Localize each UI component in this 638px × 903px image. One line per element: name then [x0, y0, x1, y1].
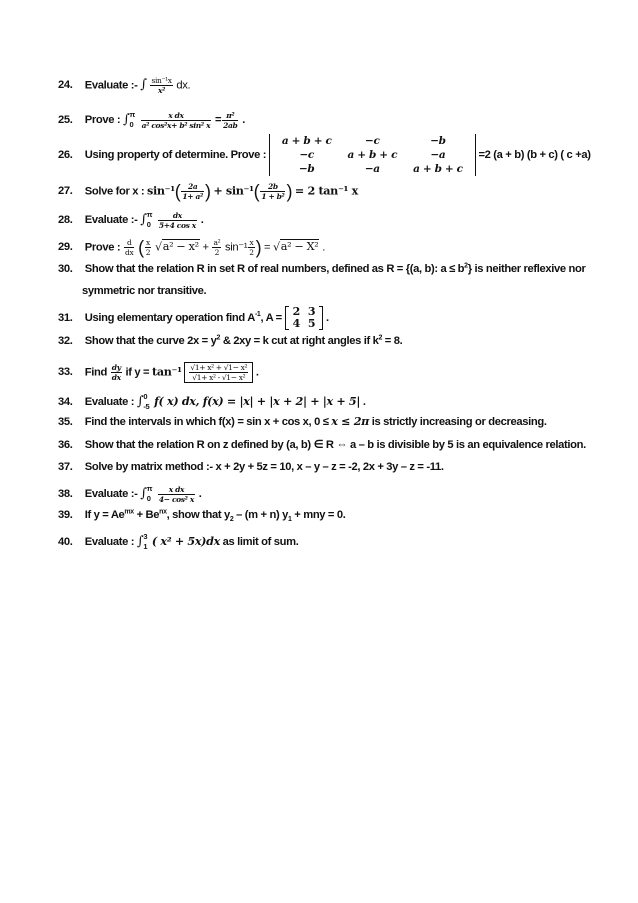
question-text: symmetric nor transitive. [82, 285, 207, 297]
fraction: $\frac{\text{a²}}{2}$ [213, 238, 221, 257]
question-text: + Be [136, 509, 160, 521]
question-number: 27. [58, 185, 73, 198]
question-text: Using elementary operation find A [84, 311, 255, 324]
sqrt-expr: a² − X² [280, 240, 319, 254]
question-text: Find the intervals in which f(x) = sin x + cos x, 0 ≤ [84, 416, 329, 428]
question-number: 34. [58, 395, 73, 408]
question-text: Evaluate : [84, 535, 135, 548]
question-tail: . [200, 213, 204, 226]
question-34 [58, 392, 366, 412]
question-tail: is strictly increasing or decreasing. [371, 416, 547, 428]
question-30-continuation [82, 284, 206, 298]
question-text: Show that the relation R in set R of real numbers, defined as R = {(a, b): a ≤ b [84, 263, 465, 275]
integral-limits: 3 1 [143, 532, 148, 551]
operator: + [202, 241, 209, 254]
question-text: Evaluate :- [84, 487, 138, 500]
question-number: 37. [58, 461, 73, 473]
question-text: Using property of determine. Prove : [84, 148, 267, 161]
integral-limits: π 0 [129, 110, 135, 129]
question-40 [58, 532, 299, 552]
question-37 [58, 460, 444, 474]
question-text: , show that y [166, 509, 230, 521]
question-33 [58, 362, 259, 383]
math-fn: + sin⁻¹ [213, 183, 254, 198]
fraction: $\frac{\text{√1+ x² + √1− x²}}{\text{√1+ x² - √1− x²}}$ [190, 363, 248, 382]
question-27: 27. Solve for x : sin⁻¹( $\frac{2a}{\text{1+ a²}}$ ) + sin⁻¹( $\frac{2b}{\text{1 + b²}}$ ) = 2 tan⁻¹ x [58, 181, 358, 202]
math-fn: sin⁻¹ [225, 241, 248, 254]
superscript: 2 [464, 262, 468, 270]
question-number: 31. [58, 311, 73, 324]
question-text: – (m + n) y [236, 509, 288, 521]
question-tail: . [362, 395, 366, 408]
question-39 [58, 508, 346, 522]
math-rhs: = 2 tan⁻¹ x [294, 183, 358, 198]
fraction: $\frac{\text{π²}}{2ab}$ [223, 110, 238, 130]
fraction: $\frac{2b}{\text{1 + b²}}$ [261, 182, 285, 201]
question-text: & 2xy = k cut at right angles if k [222, 335, 379, 347]
question-number: 35. [58, 416, 73, 428]
superscript: mx [124, 508, 134, 516]
fraction: $\frac{\text{sin⁻¹x}}{\text{x²}}$ [151, 76, 172, 95]
question-number: 32. [58, 335, 73, 347]
question-32 [58, 334, 402, 348]
question-38 [58, 484, 202, 504]
question-25: 25. Prove : ∫ π 0 $\frac{\text{x dx}}{\text{a² cos²x+ b² sin² x}}$ = $\frac{\text{π²}}{2ab}$ . [58, 110, 245, 130]
superscript: 2 [378, 334, 383, 342]
integral-limits: π 0 [146, 484, 153, 503]
fraction: $\frac{\text{x dx}}{\text{4− cos² x}}$ [158, 484, 194, 504]
fraction: $\frac{\text{x dx}}{\text{a² cos²x+ b² sin² x}}$ [141, 110, 211, 130]
operator: = [264, 241, 271, 254]
question-text: Show that the relation R on z defined by (a, b) ∈ R ⇔ a – b is divisible by 5 is an equivalence relation. [84, 439, 586, 451]
math-fn: tan⁻¹ [152, 364, 182, 379]
question-28 [58, 210, 203, 230]
integral-sign: ∫ [140, 211, 147, 227]
fraction: $\frac{2a}{\text{1+ a²}}$ [182, 182, 203, 201]
question-number: 38. [58, 487, 73, 500]
integral-sign: ∫ [140, 77, 147, 93]
integral-limits: π 0 [146, 210, 153, 229]
integral-sign: ∫ [123, 111, 130, 127]
question-text: If y = Ae [84, 509, 125, 521]
question-tail: . [198, 487, 202, 500]
question-number: 33. [58, 366, 73, 379]
question-text: , A = [260, 311, 282, 324]
question-tail: dx. [176, 79, 191, 92]
math-expr: ( x² + 5x)dx [151, 533, 220, 548]
question-text: Evaluate :- [84, 79, 138, 92]
question-tail: . [255, 366, 259, 379]
question-tail: =2 (a + b) (b + c) ( c +a) [478, 148, 591, 161]
question-text: Evaluate :- [84, 213, 138, 226]
question-26 [58, 134, 591, 176]
question-30 [58, 262, 585, 276]
question-text: if y = [125, 366, 150, 379]
question-number: 30. [58, 263, 73, 275]
question-tail: . [242, 113, 245, 126]
integral-sign: ∫ [136, 393, 144, 409]
fraction: $\frac{dy}{dx}$ [111, 363, 121, 382]
question-number: 25. [58, 113, 73, 126]
question-tail: as limit of sum. [222, 535, 299, 548]
question-text: Prove : [84, 241, 121, 254]
bracket [184, 362, 253, 383]
determinant: a + b + c −c −b −c a + b + c −a −b −a a + b + c [269, 134, 476, 176]
question-tail: = 8. [384, 335, 403, 347]
question-number: 40. [58, 535, 73, 548]
math-fn: sin⁻¹ [147, 183, 175, 198]
question-number: 28. [58, 213, 73, 226]
math-expr: f( x) dx, f(x) = |x| + |x + 2| + |x + 5| [154, 393, 361, 408]
fraction: $\frac{x}{2}$ [145, 238, 151, 257]
question-number: 39. [58, 509, 73, 521]
question-tail: . [325, 311, 329, 324]
question-35 [58, 414, 547, 429]
question-text: Solve by matrix method :- x + 2y + 5z = 10, x – y – z = -2, 2x + 3y – z = -11. [84, 461, 444, 473]
question-29: 29. Prove : $\frac{d}{dx}$ ( $\frac{x}{2}$ √a² − x² + $\frac{\text{a²}}{2}$ sin⁻¹ $\frac{x}{2}$ ) = √a² − X² . [58, 237, 325, 258]
fraction: $\frac{dx}{\text{5+4 cos x}}$ [158, 210, 196, 230]
fraction: $\frac{x}{2}$ [249, 238, 254, 257]
integral-limits: 0 -5 [143, 392, 150, 411]
question-number: 26. [58, 148, 73, 161]
question-24 [58, 76, 190, 95]
matrix: 2 3 4 5 [285, 306, 324, 330]
subscript: 2 [229, 516, 234, 524]
integral-sign: ∫ [140, 485, 147, 501]
sqrt-expr: a² − x² [162, 240, 199, 254]
question-number: 36. [58, 439, 73, 451]
superscript: -1 [254, 311, 261, 319]
superscript: 2 [216, 334, 221, 342]
subscript: 1 [287, 516, 292, 524]
question-31 [58, 306, 329, 330]
question-tail: } is neither reflexive nor [467, 263, 586, 275]
question-text: Evaluate : [84, 395, 135, 408]
question-text: Solve for x : [84, 185, 145, 198]
fraction: $\frac{d}{dx}$ [125, 238, 134, 257]
question-text: Show that the curve 2x = y [84, 335, 217, 347]
question-text: Prove : [84, 113, 121, 126]
question-tail: + mny = 0. [294, 509, 346, 521]
math-expr: x ≤ 2π [331, 414, 369, 428]
integral-sign: ∫ [136, 533, 144, 549]
superscript: nx [159, 508, 167, 516]
question-text: Find [84, 366, 107, 379]
question-number: 29. [58, 241, 73, 254]
question-number: 24. [58, 79, 73, 92]
question-36 [58, 438, 586, 452]
question-tail: . [322, 241, 325, 254]
